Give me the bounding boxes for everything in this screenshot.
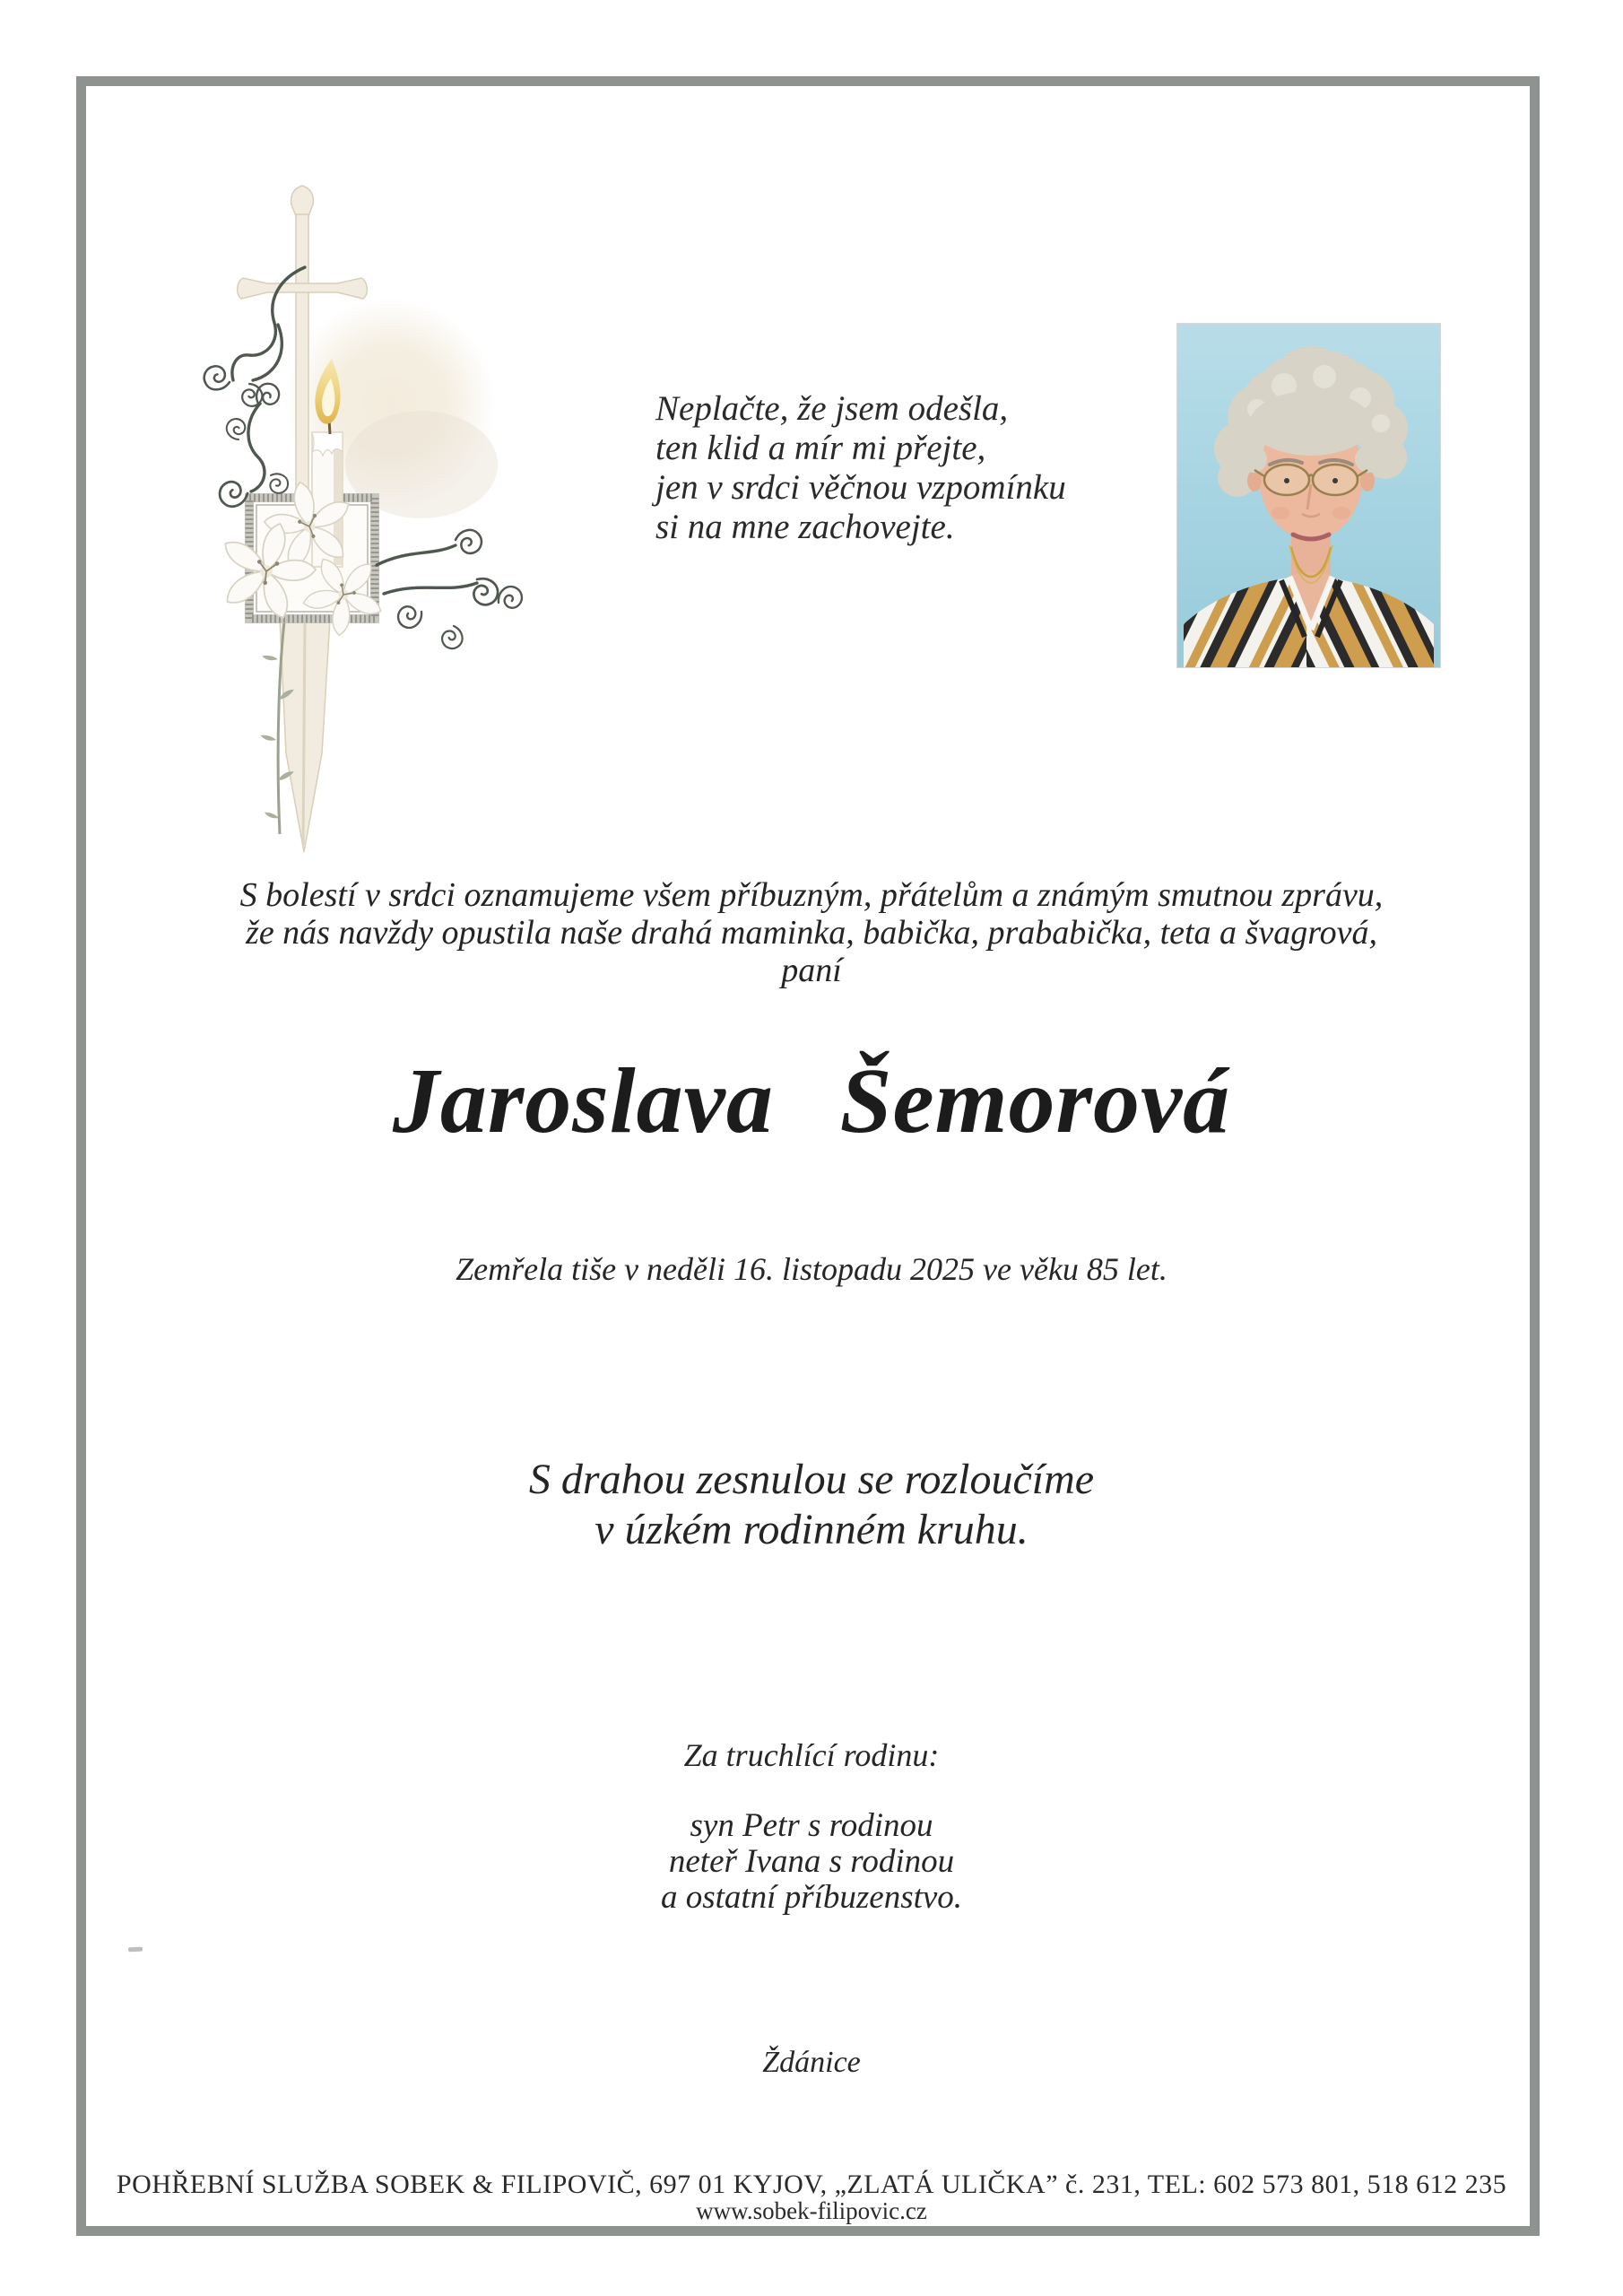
farewell-line: S drahou zesnulou se rozloučíme [528, 1456, 1095, 1503]
funeral-service-info: POHŘEBNÍ SLUŽBA SOBEK & FILIPOVIČ, 697 01 KYJOV, „ZLATÁ ULIČKA” č. 231, TEL: 602 573 801, 518 612 235 [116, 2170, 1507, 2199]
announcement-line: že nás navždy opustila naše drahá maminka, babička, prababička, teta a švagrová, [246, 914, 1377, 952]
announcement-text [86, 876, 1537, 989]
family-member: syn Petr s rodinou [690, 1807, 933, 1844]
memorial-poem [655, 389, 1086, 547]
farewell-text [86, 1455, 1537, 1555]
poem-line: ten klid a mír mi přejte, [655, 429, 986, 467]
poem-line: Neplačte, že jsem odešla, [655, 389, 1009, 428]
poem-line: si na mne zachovejte. [655, 508, 955, 546]
announcement-line: paní [781, 952, 842, 989]
family-members [86, 1808, 1537, 1916]
funeral-service-website: www.sobek-filipovic.cz [696, 2197, 927, 2224]
farewell-line: v úzkém rodinném kruhu. [595, 1506, 1028, 1553]
family-member: neteř Ivana s rodinou [668, 1843, 955, 1880]
family-heading: Za truchlící rodinu: [683, 1737, 940, 1773]
death-notice: Zemřela tiše v neděli 16. listopadu 2025 ve věku 85 let. [456, 1251, 1167, 1287]
announcement-line: S bolestí v srdci oznamujeme všem příbuzným, přátelům a známým smutnou zprávu, [239, 876, 1384, 914]
deceased-name: Jaroslava Šemorová [392, 1049, 1231, 1152]
deceased-portrait-photo [1176, 323, 1441, 668]
poem-line: jen v srdci věčnou vzpomínku [655, 468, 1066, 507]
scan-artifact-dash [128, 1947, 143, 1952]
family-member: a ostatní příbuzenstvo. [660, 1879, 963, 1916]
cross-candle-lilies-decoration [152, 135, 583, 861]
place-name: Ždánice [762, 2046, 861, 2079]
